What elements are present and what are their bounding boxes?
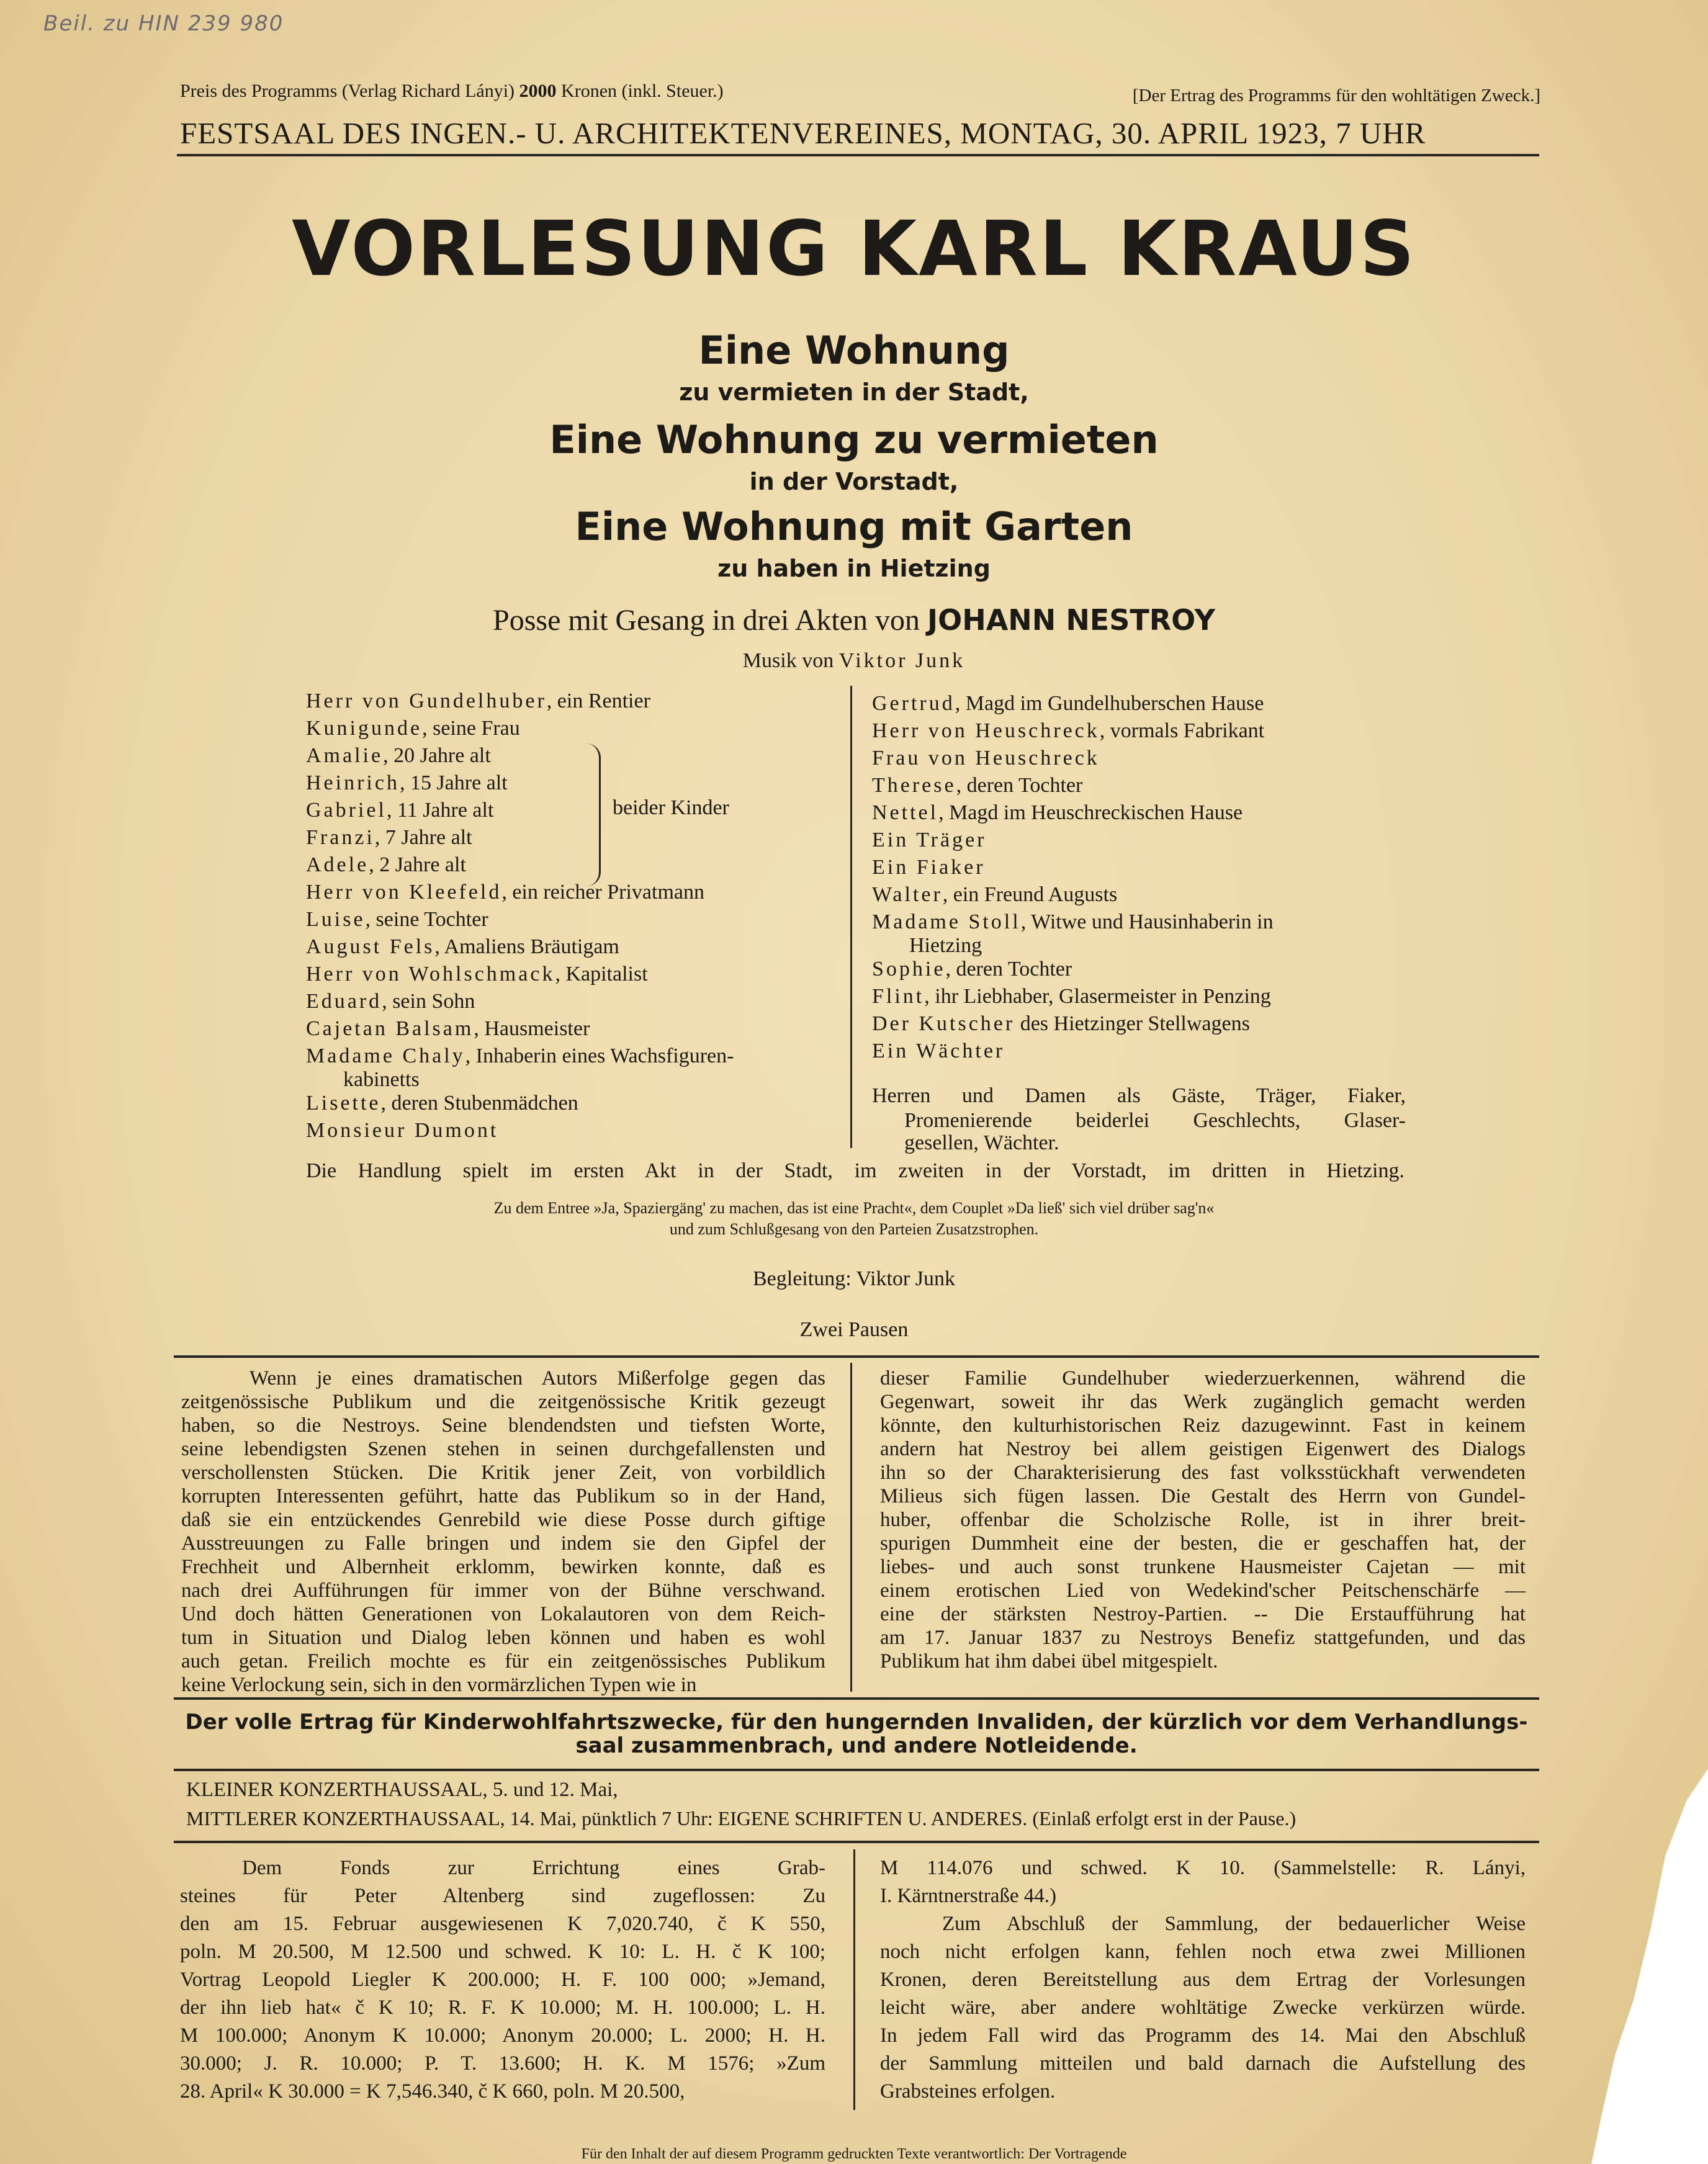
cast-entry bbox=[306, 851, 734, 879]
fund-right-column bbox=[880, 1854, 1526, 2106]
text-line: Milieus sich fügen lassen. Die Gestalt des Herrn von Gundel- bbox=[880, 1485, 1526, 1507]
cast-role-name: Walter bbox=[872, 883, 943, 906]
children-brace bbox=[587, 743, 601, 886]
cast-role-desc: kabinetts bbox=[343, 1068, 420, 1091]
text-line: leicht wäre, aber andere wohltätige Zwecke verkürzen würde. bbox=[880, 1996, 1526, 2019]
cast-entry bbox=[872, 983, 1274, 1010]
text-line: tum in Situation und Dialog leben können und haben es wohl bbox=[181, 1627, 825, 1649]
cast-role-name: Lisette bbox=[306, 1092, 381, 1115]
cast-entry bbox=[306, 906, 734, 933]
text-line: Zum Abschluß der Sammlung, der bedauerlicher Weise bbox=[942, 1913, 1526, 1935]
text-line: Kronen, deren Bereitstellung aus dem Ertrag der Vorlesungen bbox=[880, 1969, 1526, 1991]
cast-role-desc: , Hausmeister bbox=[474, 1017, 590, 1040]
page-title: VORLESUNG KARL KRAUS bbox=[292, 205, 1416, 293]
intermission-line: Zwei Pausen bbox=[799, 1318, 909, 1341]
concert-line-1: KLEINER KONZERTHAUSSAAL, 5. und 12. Mai, bbox=[186, 1779, 618, 1801]
cast-entry bbox=[306, 961, 734, 988]
cast-role-name: Eduard bbox=[306, 990, 382, 1013]
composer-name: Viktor Junk bbox=[838, 649, 966, 672]
cast-role-desc: , Magd im Heuschreckischen Hause bbox=[938, 801, 1243, 824]
cast-role-desc: , Kapitalist bbox=[555, 963, 648, 985]
fund-column-rule bbox=[853, 1849, 855, 2110]
play-subtitle-3: zu haben in Hietzing bbox=[717, 555, 991, 582]
text-line: nach drei Aufführungen für immer von der Bühne verschwand. bbox=[181, 1579, 825, 1602]
cast-role-name: Herr von Kleefeld bbox=[306, 881, 502, 904]
essay-top-rule bbox=[174, 1355, 1539, 1358]
price-line bbox=[180, 81, 724, 102]
cast-entry bbox=[306, 988, 734, 1015]
extras-block bbox=[872, 1082, 1406, 1154]
text-line: Dem Fonds zur Errichtung eines Grab- bbox=[242, 1857, 825, 1879]
cast-role-name: Herr von Heuschreck bbox=[872, 719, 1100, 742]
text-line: seine lebendigsten Szenen stehen in seinen durchgefallensten und bbox=[181, 1438, 825, 1460]
text-line: zeitgenössische Publikum und die zeitgenössische Kritik gezeugt bbox=[181, 1391, 825, 1413]
cast-role-desc: , 20 Jahre alt bbox=[383, 744, 491, 767]
extras-line: Herren und Damen als Gäste, Träger, Fiaker, bbox=[872, 1084, 1406, 1107]
cast-role-name: Therese bbox=[872, 774, 956, 797]
header-rule bbox=[177, 154, 1539, 156]
cast-role-name: Amalie bbox=[306, 744, 384, 767]
cast-role-name: Herr von Wohlschmack bbox=[306, 963, 555, 985]
footer-note: Für den Inhalt der auf diesem Programm gedruckten Texte verantwortlich: Der Vortragende bbox=[581, 2146, 1127, 2162]
cast-role-name: Adele bbox=[306, 853, 369, 876]
concert-bottom-rule bbox=[174, 1841, 1539, 1843]
play-title-3: Eine Wohnung mit Garten bbox=[575, 504, 1133, 549]
cast-entry bbox=[872, 799, 1274, 827]
essay-column-rule bbox=[850, 1363, 852, 1692]
cast-role-desc: , ein Rentier bbox=[546, 689, 650, 712]
cast-entry bbox=[872, 936, 1274, 956]
cast-role-desc: , Witwe und Hausinhaberin in bbox=[1020, 910, 1274, 933]
cast-entry bbox=[306, 879, 734, 906]
cast-entry bbox=[872, 690, 1274, 717]
cast-entry bbox=[872, 854, 1274, 881]
cast-role-desc: , 11 Jahre alt bbox=[386, 799, 494, 822]
cast-entry bbox=[872, 881, 1274, 909]
fund-left-column bbox=[180, 1854, 825, 2106]
cast-role-name: Gabriel bbox=[306, 799, 387, 822]
text-line: liebes- und auch sonst trunkene Hausmeister Cajetan — mit bbox=[880, 1556, 1526, 1578]
cast-role-desc: , seine Frau bbox=[422, 717, 520, 740]
cast-entry bbox=[306, 742, 734, 770]
cast-role-name: Nettel bbox=[872, 801, 939, 824]
torn-corner bbox=[1565, 1769, 1708, 2164]
text-line: 28. April« K 30.000 = K 7,546.340, č K 660, poln. M 20.500, bbox=[180, 2080, 685, 2103]
cast-entry bbox=[306, 933, 734, 961]
price-prefix: Preis des Programms (Verlag Richard Lányi) bbox=[180, 81, 515, 101]
play-title-2: Eine Wohnung zu vermieten bbox=[549, 417, 1159, 462]
cast-entry bbox=[872, 956, 1274, 983]
cast-entry bbox=[872, 717, 1274, 745]
cast-role-name: Cajetan Balsam bbox=[306, 1017, 474, 1040]
text-line: einem erotischen Lied von Wedekind'scher Peitschenschärfe — bbox=[880, 1579, 1526, 1602]
text-line: Frechheit und Albernheit erklomm, bewirken konnte, daß es bbox=[181, 1556, 825, 1578]
cast-role-desc: , 15 Jahre alt bbox=[399, 771, 508, 794]
cast-role-name: Madame Stoll bbox=[872, 910, 1021, 933]
concert-top-rule bbox=[174, 1769, 1539, 1771]
cast-entry bbox=[872, 745, 1274, 772]
extras-line: Promenierende beiderlei Geschlechts, Glaser- bbox=[904, 1109, 1406, 1132]
text-line: I. Kärntnerstraße 44.) bbox=[880, 1885, 1057, 1907]
cast-entry bbox=[306, 715, 734, 742]
cast-role-name: Ein Wächter bbox=[872, 1039, 1005, 1062]
cast-entry bbox=[306, 1090, 734, 1117]
song-note-1: Zu dem Entree »Ja, Spaziergäng' zu machen, das ist eine Pracht«, dem Couplet »Da ließ' sich viel drüber sag'n« bbox=[493, 1199, 1215, 1217]
text-line: Gegenwart, soweit ihr das Werk zugänglich gemacht werden bbox=[880, 1391, 1526, 1413]
cast-role-desc: Hietzing bbox=[909, 934, 982, 957]
children-label: beider Kinder bbox=[613, 796, 729, 819]
text-line: Grabsteines erfolgen. bbox=[880, 2080, 1056, 2103]
cast-role-name: Flint bbox=[872, 985, 925, 1008]
price-amount: 2000 bbox=[519, 81, 557, 101]
essay-right-column bbox=[880, 1367, 1526, 1673]
cast-entry bbox=[872, 1038, 1274, 1065]
cast-role-desc: , Amaliens Bräutigam bbox=[434, 935, 619, 958]
cast-role-desc: , deren Stubenmädchen bbox=[380, 1092, 578, 1115]
cast-role-desc: , sein Sohn bbox=[382, 990, 475, 1013]
cast-entry bbox=[872, 772, 1274, 799]
cast-role-name: Ein Träger bbox=[872, 828, 987, 851]
cast-entry bbox=[872, 1010, 1274, 1038]
cast-role-desc: , 2 Jahre alt bbox=[369, 853, 466, 876]
play-title-1: Eine Wohnung bbox=[698, 328, 1010, 373]
cast-entry bbox=[306, 1117, 734, 1144]
text-line: den am 15. Februar ausgewiesenen K 7,020.740, č K 550, bbox=[180, 1913, 825, 1935]
cast-entry bbox=[306, 1015, 734, 1043]
text-line: Und doch hätten Generationen von Lokalautoren von dem Reich- bbox=[181, 1603, 825, 1625]
cast-role-name: Madame Chaly bbox=[306, 1044, 465, 1067]
cast-entry bbox=[306, 770, 734, 797]
essay-left-column bbox=[181, 1367, 825, 1697]
cast-list-left bbox=[306, 688, 734, 1144]
text-line: In jedem Fall wird das Programm des 14. Mai den Abschluß bbox=[880, 2024, 1526, 2047]
cast-column-rule bbox=[850, 686, 852, 1148]
text-line: eine der stärksten Nestroy-Partien. -- Die Erstaufführung hat bbox=[880, 1603, 1526, 1625]
cast-role-name: Gertrud bbox=[872, 692, 955, 715]
text-line: poln. M 20.500, M 12.500 und schwed. K 10: L. H. č K 100; bbox=[180, 1941, 825, 1963]
text-line: M 114.076 und schwed. K 10. (Sammelstelle: R. Lányi, bbox=[880, 1857, 1526, 1879]
cast-role-name: Franzi bbox=[306, 826, 375, 849]
accompaniment-line: Begleitung: Viktor Junk bbox=[753, 1267, 955, 1290]
text-line: Ausstreuungen zu Falle bringen und indem sie den Gipfel der bbox=[181, 1532, 825, 1555]
cast-role-name: Der Kutscher bbox=[872, 1012, 1015, 1035]
text-line: korrupten Interessenten geführt, hatte das Publikum so in der Hand, bbox=[181, 1485, 825, 1507]
cast-role-name: Sophie bbox=[872, 958, 946, 981]
cast-role-desc: , Inhaberin eines Wachsfiguren- bbox=[465, 1044, 734, 1067]
cast-role-desc: , 7 Jahre alt bbox=[374, 826, 472, 849]
text-line: ihn so der Charakterisierung des fast volksstückhaft verwendeten bbox=[880, 1461, 1526, 1484]
archive-note: Beil. zu HIN 239 980 bbox=[43, 11, 284, 36]
text-line: spurigen Dummheit eine der besten, die er geschaffen hat, der bbox=[880, 1532, 1526, 1555]
cast-role-desc: des Hietzinger Stellwagens bbox=[1015, 1012, 1250, 1035]
cast-role-name: Kunigunde bbox=[306, 717, 423, 740]
posse-line bbox=[0, 603, 1708, 637]
cast-entry bbox=[872, 827, 1274, 854]
text-line: haben, so die Nestroys. Seine blendendsten und tiefsten Worte, bbox=[181, 1414, 825, 1437]
cast-role-name: Ein Fiaker bbox=[872, 856, 986, 879]
cast-role-desc: , Magd im Gundelhuberschen Hause bbox=[955, 692, 1264, 715]
play-subtitle-1: zu vermieten in der Stadt, bbox=[679, 379, 1029, 406]
text-line: dieser Familie Gundelhuber wiederzuerkennen, während die bbox=[880, 1367, 1526, 1390]
cast-role-desc: , vormals Fabrikant bbox=[1099, 719, 1265, 742]
proceeds-statement-line: saal zusammenbrach, und andere Notleidende. bbox=[575, 1733, 1138, 1758]
venue-line: FESTSAAL DES INGEN.- U. ARCHITEKTENVEREINES, MONTAG, 30. APRIL 1923, 7 UHR bbox=[180, 116, 1426, 150]
cast-role-name: Luise bbox=[306, 908, 366, 931]
text-line: am 17. Januar 1837 zu Nestroys Benefiz stattgefunden, und das bbox=[880, 1627, 1526, 1649]
text-line: Publikum hat ihm dabei übel mitgespielt. bbox=[880, 1650, 1218, 1672]
text-line: Wenn je eines dramatischen Autors Mißerfolge gegen das bbox=[249, 1367, 825, 1390]
text-line: huber, offenbar die Scholzische Rolle, ist in ihrer breit- bbox=[880, 1509, 1526, 1531]
cast-role-name: Frau von Heuschreck bbox=[872, 747, 1100, 770]
cast-role-desc: , ein Freund Augusts bbox=[942, 883, 1118, 906]
music-line bbox=[0, 649, 1708, 673]
cast-role-desc: , ihr Liebhaber, Glasermeister in Penzing bbox=[924, 985, 1271, 1008]
text-line: steines für Peter Altenberg sind zugeflossen: Zu bbox=[180, 1885, 825, 1907]
cast-role-desc: , ein reicher Privatmann bbox=[501, 881, 704, 904]
proceeds-statement bbox=[174, 1710, 1539, 1758]
text-line: der ihn lieb hat« č K 10; R. F. K 10.000; M. H. 100.000; L. H. bbox=[180, 1996, 825, 2019]
cast-entry bbox=[306, 824, 734, 851]
text-line: noch nicht erfolgen kann, fehlen noch etwa zwei Millionen bbox=[880, 1941, 1526, 1963]
author-name: JOHANN NESTROY bbox=[927, 603, 1215, 637]
text-line: Vortrag Leopold Liegler K 200.000; H. F. 100 000; »Jemand, bbox=[180, 1969, 825, 1991]
text-line: M 100.000; Anonym K 10.000; Anonym 20.000; L. 2000; H. H. bbox=[180, 2024, 825, 2047]
play-subtitle-2: in der Vorstadt, bbox=[749, 468, 959, 495]
price-suffix: Kronen (inkl. Steuer.) bbox=[561, 81, 724, 101]
cast-entry bbox=[306, 1043, 734, 1070]
cast-entry bbox=[872, 909, 1274, 936]
cast-role-desc: , seine Tochter bbox=[365, 908, 488, 931]
cast-role-desc: , deren Tochter bbox=[956, 774, 1083, 797]
proceeds-note: [Der Ertrag des Programms für den wohltätigen Zweck.] bbox=[1132, 86, 1540, 106]
cast-role-name: August Fels bbox=[306, 935, 435, 958]
cast-role-name: Heinrich bbox=[306, 771, 400, 794]
essay-bottom-rule bbox=[174, 1697, 1539, 1700]
cast-role-desc: , deren Tochter bbox=[945, 958, 1072, 981]
cast-entry bbox=[306, 1070, 734, 1090]
concert-line-2: MITTLERER KONZERTHAUSSAAL, 14. Mai, pünktlich 7 Uhr: EIGENE SCHRIFTEN U. ANDERES. (Einlaß erfolgt erst in der Pause.) bbox=[186, 1807, 1297, 1830]
setting-line: Die Handlung spielt im ersten Akt in der Stadt, im zweiten in der Vorstadt, im dritten in Hietzing. bbox=[306, 1159, 1405, 1182]
proceeds-statement-line: Der volle Ertrag für Kinderwohlfahrtszwecke, für den hungernden Invaliden, der kürzlich vor dem Verhandlungs- bbox=[185, 1710, 1528, 1735]
posse-prefix: Posse mit Gesang in drei Akten von bbox=[493, 604, 920, 637]
extras-line: gesellen, Wächter. bbox=[904, 1131, 1059, 1154]
cast-role-name: Herr von Gundelhuber bbox=[306, 689, 547, 712]
text-line: verschollensten Stücken. Die Kritik jener Zeit, von vorbildlich bbox=[181, 1461, 825, 1484]
text-line: andern hat Nestroy bei allem geistigen Eigenwert des Dialogs bbox=[880, 1438, 1526, 1460]
cast-list-right bbox=[872, 690, 1274, 1065]
text-line: könnte, den kulturhistorischen Reiz dazugewinnt. Fast in keinem bbox=[880, 1414, 1526, 1437]
cast-entry bbox=[306, 688, 734, 715]
text-line: auch getan. Freilich mochte es für ein zeitgenössisches Publikum bbox=[181, 1650, 825, 1672]
text-line: 30.000; J. R. 10.000; P. T. 13.600; H. K. M 1576; »Zum bbox=[180, 2052, 825, 2075]
music-prefix: Musik von bbox=[742, 649, 834, 672]
text-line: daß sie ein entzückendes Genrebild wie diese Posse durch giftige bbox=[181, 1509, 825, 1531]
cast-role-name: Monsieur Dumont bbox=[306, 1119, 499, 1142]
song-note-2: und zum Schlußgesang von den Parteien Zusatzstrophen. bbox=[669, 1220, 1039, 1238]
text-line: der Sammlung mitteilen und bald darnach die Aufstellung des bbox=[880, 2052, 1526, 2075]
text-line: keine Verlockung sein, sich in den vormärzlichen Typen wie in bbox=[181, 1674, 697, 1696]
